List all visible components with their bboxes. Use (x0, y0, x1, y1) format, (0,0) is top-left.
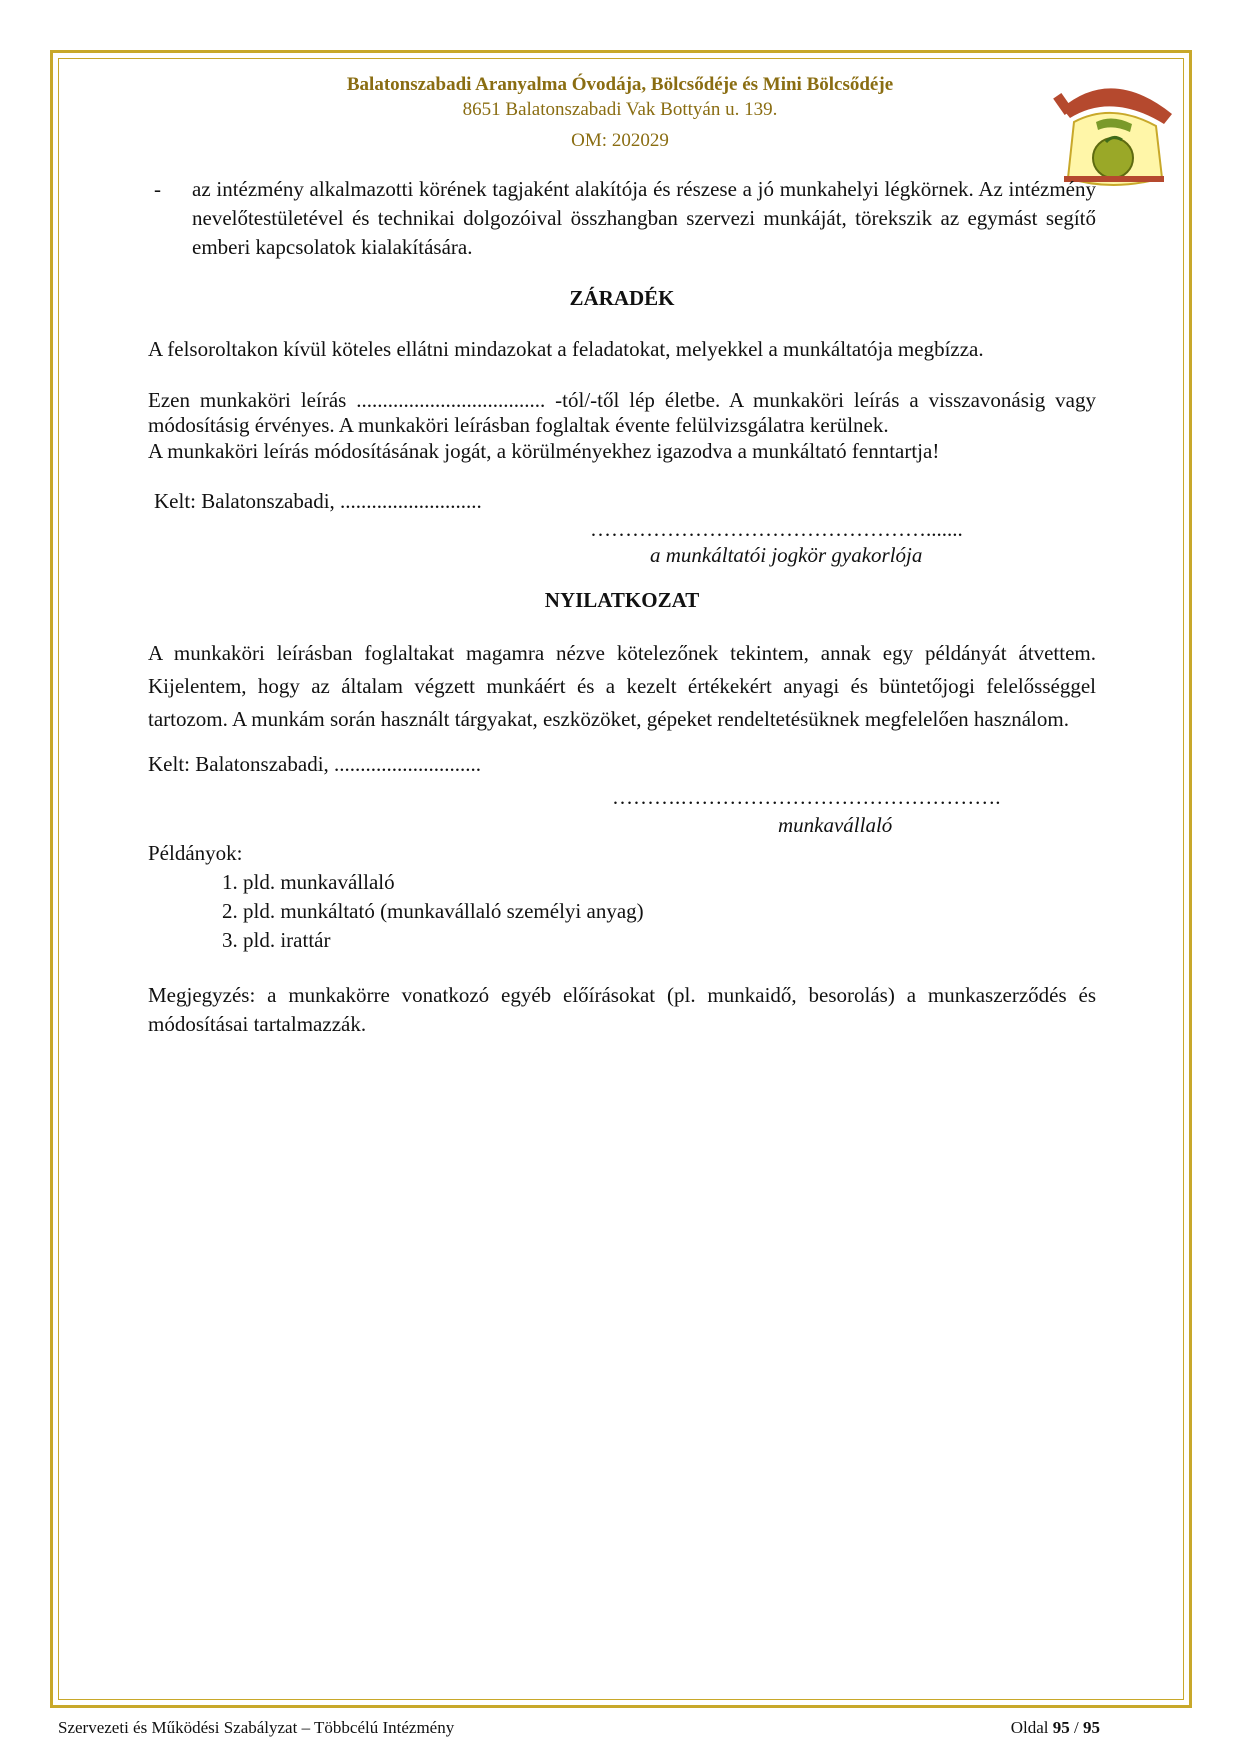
employer-signature-label: a munkáltatói jogkör gyakorlója (650, 543, 923, 567)
page-current: 95 (1052, 1718, 1070, 1737)
bullet-dash: - (154, 177, 161, 201)
footer-document-title: Szervezeti és Működési Szabályzat – Többcélú Intézmény (58, 1718, 455, 1737)
note-paragraph: Megjegyzés: a munkakörre vonatkozó egyéb előírásokat (pl. munkaidő, besorolás) a munkaszerződés és módosításai tartalmazzák. (148, 983, 1096, 1036)
employee-signature-line: ……….………………………………………. (612, 785, 1001, 809)
zaradek-kelt: Kelt: Balatonszabadi, ........................... (154, 489, 482, 513)
intro-bullet-text: az intézmény alkalmazotti körének tagjaként alakítója és részese a jó munkahelyi légkörnek. Az intézmény nevelőtestületével és technikai dolgozóival összhangban szervezi munkáját, törekszik az egymást segítő emberi kapcsolatok kialakítására. (192, 177, 1096, 259)
copies-list-item: 3. pld. irattár (222, 928, 331, 952)
zaradek-heading: ZÁRADÉK (569, 286, 675, 310)
page-separator: / (1069, 1718, 1083, 1737)
copies-list (148, 868, 1096, 955)
zaradek-paragraph-3: A munkaköri leírás módosításának jogát, a körülményekhez igazodva a munkáltató fenntartja! (148, 439, 940, 463)
nyilatkozat-heading: NYILATKOZAT (544, 588, 700, 612)
institution-address: 8651 Balatonszabadi Vak Bottyán u. 139. (462, 99, 778, 120)
zaradek-paragraph-2: Ezen munkaköri leírás .................................... -tól/-től lép életbe. A munkaköri leírás a visszavonásig vagy módosításig érvényes. A munkaköri leírásban foglaltak évente felülvizsgálatra kerülnek. (148, 388, 1096, 437)
institution-name: Balatonszabadi Aranyalma Óvodája, Bölcsődéje és Mini Bölcsődéje (346, 74, 894, 95)
copies-label: Példányok: (148, 841, 243, 865)
nyilatkozat-kelt: Kelt: Balatonszabadi, ............................ (148, 752, 482, 776)
nyilatkozat-paragraph: A munkaköri leírásban foglaltakat magamra nézve kötelezőnek tekintem, annak egy példányát átvettem. Kijelentem, hogy az általam végzett munkáért és a kezelt értékekért anyagi és büntetőjogi felelősséggel tartozom. A munkám során használt tárgyakat, eszközöket, gépeket rendeltetésüknek megfelelően használom. (148, 641, 1096, 731)
page-prefix: Oldal (1010, 1718, 1053, 1737)
copies-list-item: 2. pld. munkáltató (munkavállaló személyi anyag) (222, 899, 644, 923)
intro-bullet (148, 175, 1096, 262)
footer-page-number (1011, 1718, 1100, 1738)
page-total: 95 (1083, 1718, 1100, 1737)
employee-signature-label: munkavállaló (778, 813, 893, 837)
zaradek-paragraph-1: A felsoroltakon kívül köteles ellátni mindazokat a feladatokat, melyekkel a munkáltatója megbízza. (148, 337, 984, 361)
letterhead (140, 72, 1100, 154)
om-number: OM: 202029 (571, 130, 669, 151)
document-body (148, 175, 1096, 1039)
copies-list-item: 1. pld. munkavállaló (222, 870, 395, 894)
employer-signature-line: …………………………………………....... (590, 517, 963, 541)
